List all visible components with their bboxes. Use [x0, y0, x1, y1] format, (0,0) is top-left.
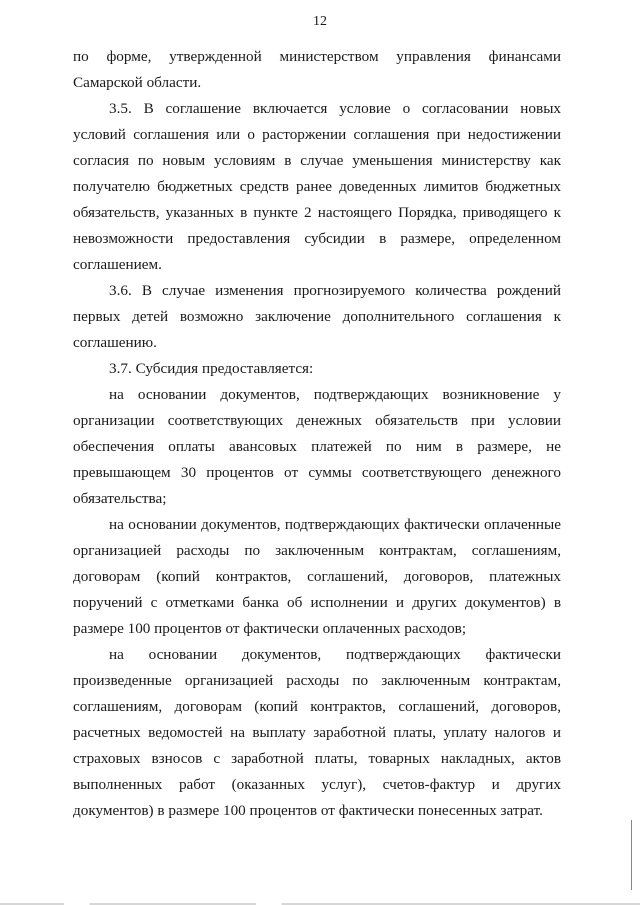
paragraph-3-5: 3.5. В соглашение включается условие о согласовании новых условий соглашения или о расторжении соглашения при недостижении согласия по новым условиям в случае уменьшения министерству как получателю бюджетных средств ранее доведенных лимитов бюджетных обязательств, указанных в пункте 2 настоящего Порядка, приводящего к невозможности предоставления субсидии в размере, определенном соглашением. [73, 100, 561, 273]
paragraph-continuation: по форме, утвержденной министерством управления финансами Самарской области. [73, 48, 561, 91]
document-body [73, 44, 561, 824]
paragraph-3-6: 3.6. В случае изменения прогнозируемого количества рождений первых детей возможно заключение дополнительного соглашения к соглашению. [73, 282, 561, 351]
paragraph-3-7: 3.7. Субсидия предоставляется: [109, 360, 314, 377]
paragraph-incurred-expenses: на основании документов, подтверждающих фактически произведенные организацией расходы по заключенным контрактам, соглашениям, договорам (копий контрактов, соглашений, договоров, расчетных ведомостей на выплату заработной платы, уплату налогов и страховых взносов с заработной платы, товарных накладных, актов выполненных работ (оказанных услуг), счетов-фактур и других документов) в размере 100 процентов от фактически понесенных затрат. [73, 646, 561, 819]
paragraph-paid-expenses: на основании документов, подтверждающих фактически оплаченные организацией расходы по заключенным контрактам, соглашениям, договорам (копий контрактов, соглашений, договоров, платежных поручений с отметками банка об исполнении и других документов) в размере 100 процентов от фактически оплаченных расходов; [73, 516, 561, 637]
paragraph-advance-payment: на основании документов, подтверждающих возникновение у организации соответствующих денежных обязательств при условии обеспечения оплаты авансовых платежей по ним в размере, не превышающем 30 процентов от суммы соответствующего денежного обязательства; [73, 386, 561, 507]
page-number: 12 [313, 14, 327, 29]
scan-edge-line [631, 820, 632, 890]
